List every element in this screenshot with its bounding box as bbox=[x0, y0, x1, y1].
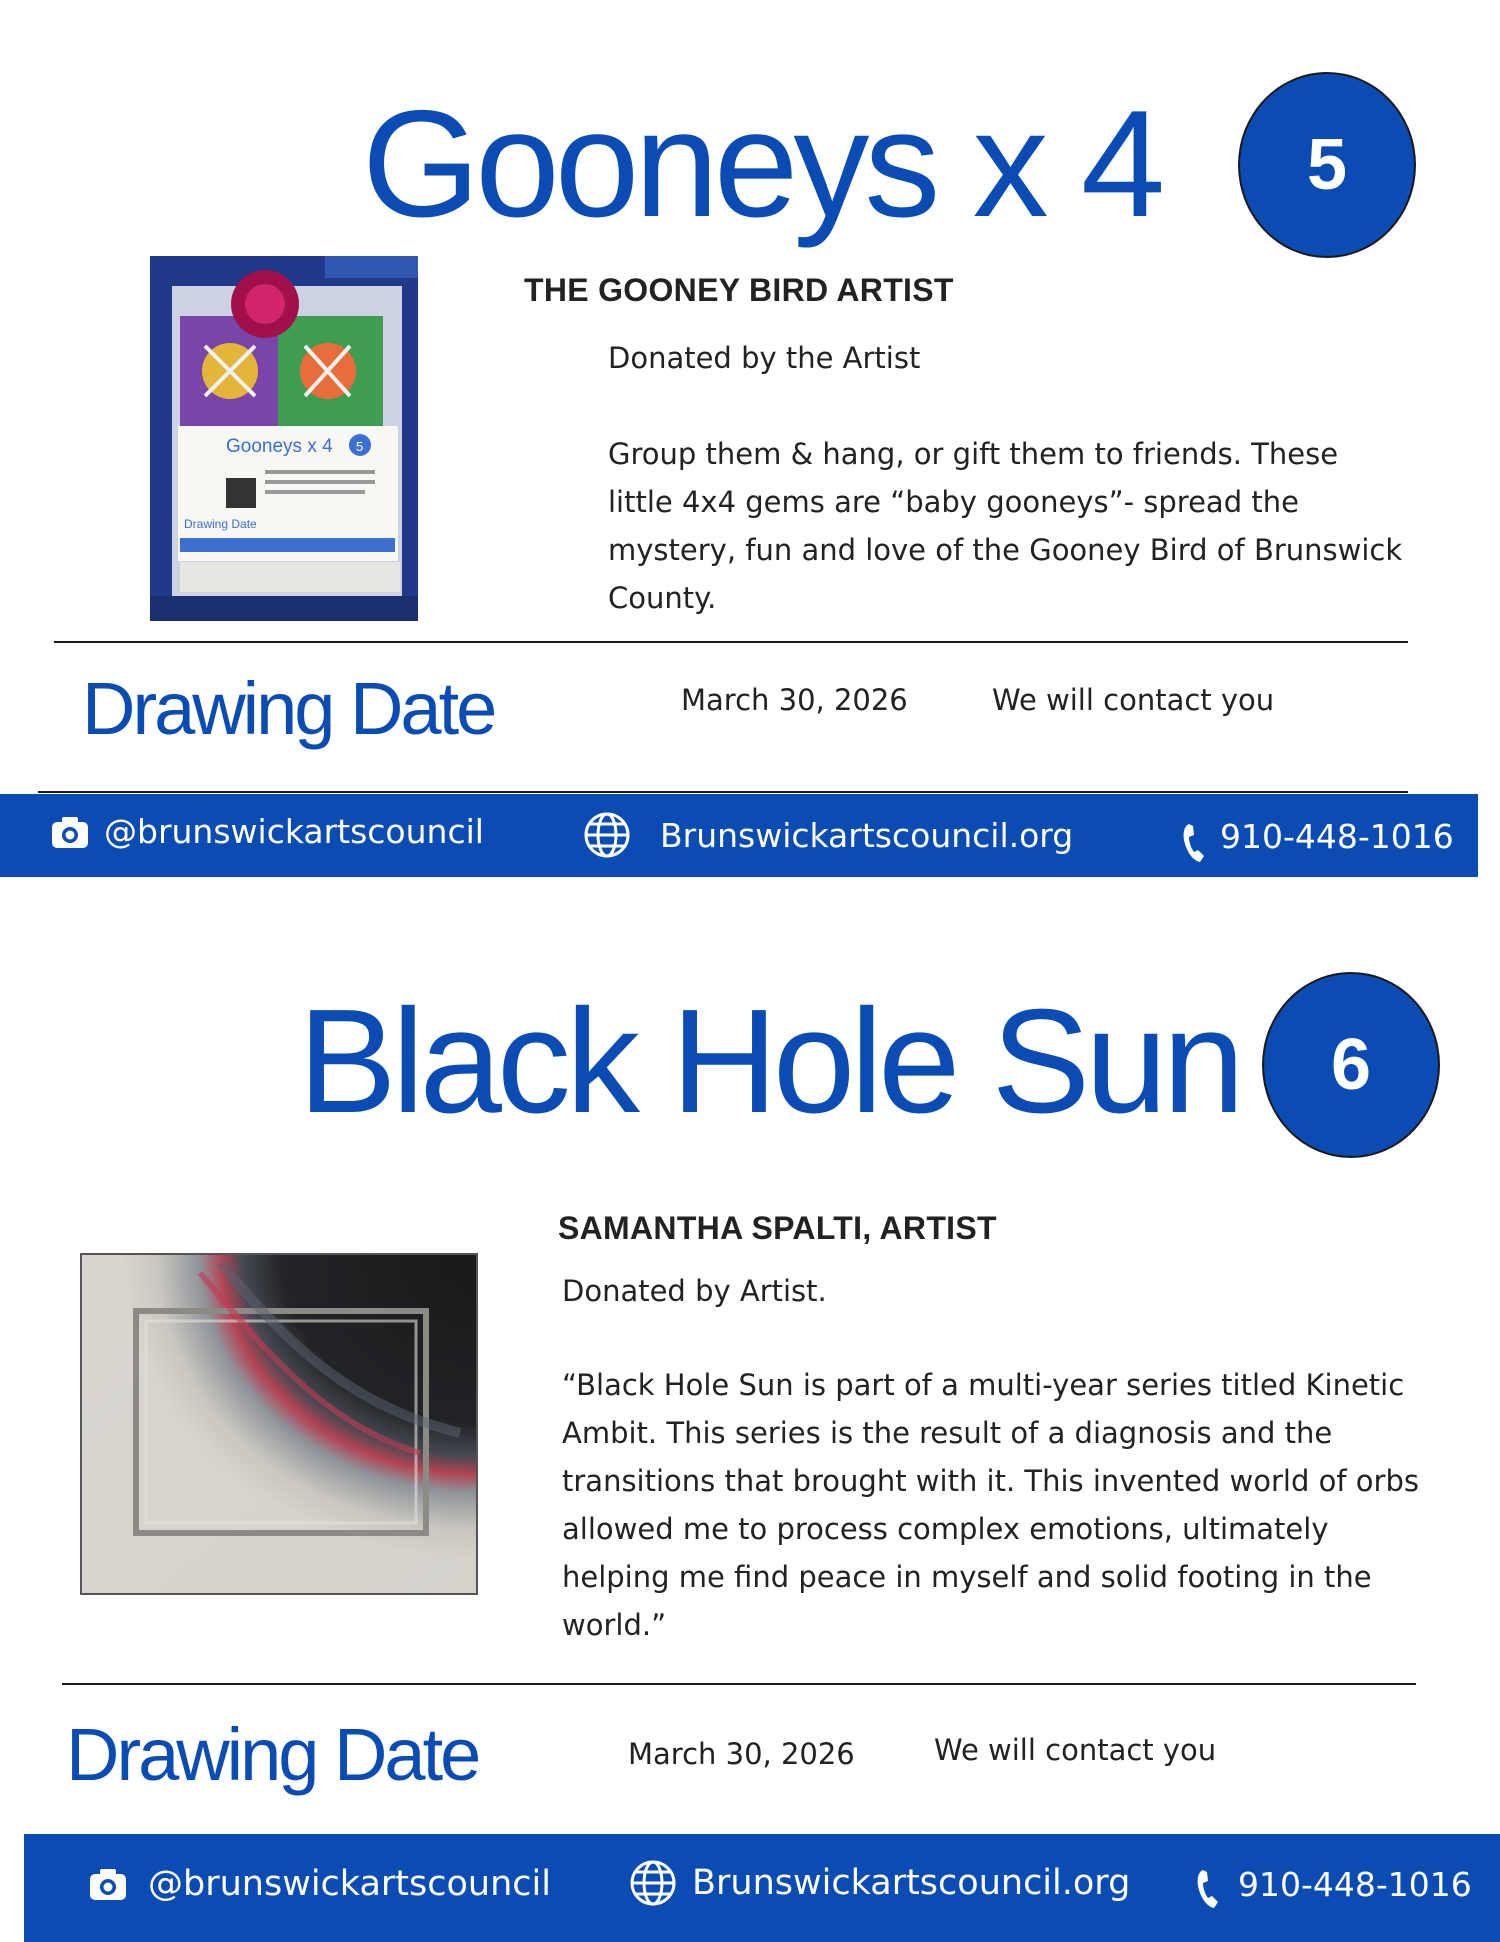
item-donated: Donated by Artist. bbox=[562, 1274, 827, 1308]
contact-note: We will contact you bbox=[934, 1733, 1217, 1767]
photo-label-number: 5 bbox=[356, 439, 364, 454]
item-artist: THE GOONEY BIRD ARTIST bbox=[524, 272, 954, 308]
divider-line bbox=[62, 1683, 1416, 1685]
item-artist: SAMANTHA SPALTI, ARTIST bbox=[558, 1210, 997, 1246]
gooney-cards-photo bbox=[150, 256, 418, 621]
footer-phone-text: 910-448-1016 bbox=[1220, 816, 1454, 856]
drawing-date-label: Drawing Date bbox=[82, 667, 495, 750]
photo-label-drawing: Drawing Date bbox=[184, 517, 257, 531]
drawing-date-value: March 30, 2026 bbox=[681, 683, 908, 717]
divider-line bbox=[54, 641, 1408, 643]
footer-instagram-text: @brunswickartscouncil bbox=[104, 812, 484, 851]
item-description: “Black Hole Sun is part of a multi-year series titled Kinetic Ambit. This series is the result of a diagnosis and the transitions that brought with it. This invented world of orbs allowed me to process complex emotions, ultimately helping me find peace in myself and solid footing in the world.” bbox=[562, 1368, 1419, 1642]
item-title: Gooneys x 4 bbox=[362, 79, 1161, 249]
footer-bar bbox=[0, 794, 1478, 877]
item-donated: Donated by the Artist bbox=[608, 341, 921, 375]
footer-instagram-text: @brunswickartscouncil bbox=[148, 1864, 551, 1904]
footer-phone[interactable] bbox=[1180, 808, 1454, 864]
item-description: Group them & hang, or gift them to friends. These little 4x4 gems are “baby gooneys”- spread the mystery, fun and love of the Gooney Bird of Brunswick County. bbox=[608, 437, 1403, 615]
camera-icon bbox=[88, 1866, 128, 1902]
footer-instagram[interactable] bbox=[88, 1864, 551, 1904]
photo-label-title: Gooneys x 4 bbox=[226, 436, 333, 457]
footer-website[interactable] bbox=[630, 1860, 1130, 1906]
item-photo bbox=[150, 256, 418, 621]
drawing-date-value: March 30, 2026 bbox=[628, 1737, 855, 1771]
item-number-badge: 5 bbox=[1238, 72, 1416, 258]
item-title: Black Hole Sun bbox=[298, 979, 1240, 1144]
footer-website-text: Brunswickartscouncil.org bbox=[660, 815, 1074, 855]
item-number-badge: 6 bbox=[1262, 972, 1440, 1158]
contact-note: We will contact you bbox=[992, 683, 1275, 717]
footer-phone[interactable] bbox=[1194, 1858, 1472, 1910]
footer-website-text: Brunswickartscouncil.org bbox=[692, 1863, 1131, 1903]
drawing-date-label: Drawing Date bbox=[66, 1713, 479, 1796]
phone-icon bbox=[1180, 822, 1210, 864]
phone-icon bbox=[1194, 1868, 1224, 1910]
globe-icon bbox=[630, 1860, 676, 1906]
divider-line bbox=[38, 791, 1408, 793]
footer-bar bbox=[24, 1834, 1500, 1942]
camera-icon bbox=[50, 814, 90, 850]
footer-instagram[interactable] bbox=[50, 812, 484, 851]
item-photo bbox=[80, 1253, 478, 1595]
globe-icon bbox=[584, 812, 630, 858]
footer-phone-text: 910-448-1016 bbox=[1238, 1864, 1472, 1904]
black-hole-sun-painting bbox=[80, 1253, 478, 1595]
footer-website[interactable] bbox=[584, 812, 1073, 858]
